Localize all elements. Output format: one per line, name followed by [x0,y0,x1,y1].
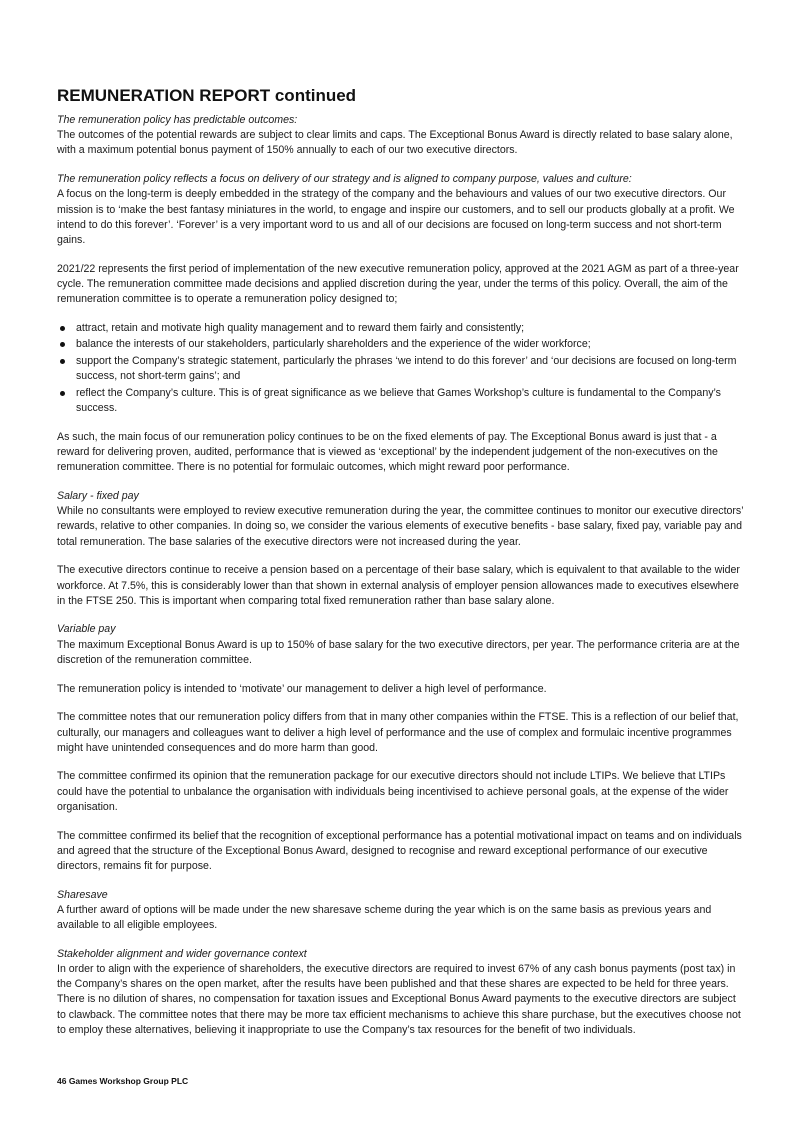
bullet-icon [60,342,65,347]
section-heading: Salary - fixed pay [57,490,139,503]
paragraph: The remuneration policy is intended to ‘motivate’ our management to deliver a high level of performance. [57,682,547,695]
section-variable-pay [57,622,747,874]
bullet-icon [60,359,65,364]
section-strategy-alignment [57,172,747,475]
list-item-text: balance the interests of our stakeholders, particularly shareholders and the experience of the wider workforce; [76,338,591,351]
section-stakeholder-alignment [57,947,747,1038]
section-heading: The remuneration policy reflects a focus on delivery of our strategy and is aligned to company purpose, values and culture: [57,173,632,186]
list-item [57,386,747,416]
paragraph: The executive directors continue to receive a pension based on a percentage of their base salary, which is equivalent to that available to the wider workforce. At 7.5%, this is considerably lower than that shown in external analysis of employer pension allowances made to executives elsewhere in the FTSE 250. This is important when comparing total fixed remuneration rather than base salary alone. [57,564,740,607]
paragraph: The committee confirmed its opinion that the remuneration package for our executive directors should not include LTIPs. We believe that LTIPs could have the potential to unbalance the organisation with individuals being incentivised to achieve personal goals, at the expense of the wider organisation. [57,770,729,813]
bullet-icon [60,391,65,396]
report-body [57,113,747,1051]
bullet-icon [60,326,65,331]
paragraph: As such, the main focus of our remuneration policy continues to be on the fixed elements of pay. The Exceptional Bonus award is just that - a reward for delivering proven, audited, performance that is viewed as ‘exceptional’ by the independent judgement of the non-executives on the remuneration committee. There is no potential for formulaic outcomes, which might reward poor performance. [57,430,718,474]
section-predictable-outcomes [57,113,747,159]
paragraph: A focus on the long-term is deeply embedded in the strategy of the company and the behaviours and values of our two executive directors. Our mission is to ‘make the best fantasy miniatures in the world, to engage and inspire our customers, and to sell our products globally at a profit. We intend to do this forever’. ‘Forever’ is a very important word to us and all of our decisions are focused on long-term success and not short-term gains. [57,188,735,246]
list-item-text: support the Company’s strategic statement, particularly the phrases ‘we intend to do this forever’ and ‘our decisions are focused on long-term success, not short-term gains’; and [76,355,737,383]
section-heading: Stakeholder alignment and wider governance context [57,947,307,960]
section-sharesave [57,888,747,934]
paragraph: A further award of options will be made under the new sharesave scheme during the year which is on the same basis as previous years and available to all eligible employees. [57,903,712,932]
list-item [57,321,747,336]
paragraph: While no consultants were employed to review executive remuneration during the year, the committee continues to monitor our executive directors’ rewards, relative to other companies. In doing so, we consider the various elements of executive benefits - base salary, fixed pay, variable pay and total remuneration. The base salaries of the executive directors were not increased during the year. [57,505,744,548]
section-heading: Sharesave [57,888,108,901]
section-heading: The remuneration policy has predictable outcomes: [57,114,298,126]
page-footer: 46 Games Workshop Group PLC [57,1076,189,1086]
paragraph: The committee notes that our remuneration policy differs from that in many other companies within the FTSE. This is a reflection of our belief that, culturally, our managers and colleagues want to deliver a high level of performance and the use of complex and formulaic incentive programmes might have unintended consequences and do more harm than good. [57,711,739,754]
section-salary-fixed-pay [57,489,747,609]
paragraph: 2021/22 represents the first period of implementation of the new executive remuneration policy, approved at the 2021 AGM as part of a three-year cycle. The remuneration committee made decisions and applied discretion during the year, under the terms of this policy. Overall, the aim of the remuneration committee is to operate a remuneration policy designed to; [57,262,739,306]
page-title: REMUNERATION REPORT continued [57,86,357,105]
list-item-text: attract, retain and motivate high quality management and to reward them fairly and consistently; [76,321,525,334]
section-heading: Variable pay [57,623,116,636]
paragraph: The maximum Exceptional Bonus Award is up to 150% of base salary for the two executive directors, per year. The performance criteria are at the discretion of the remuneration committee. [57,638,740,666]
list-item [57,354,747,384]
list-item-text: reflect the Company’s culture. This is of great significance as we believe that Games Workshop’s culture is fundamental to the Company’s success. [76,387,721,415]
list-item [57,337,747,352]
paragraph: The outcomes of the potential rewards are subject to clear limits and caps. The Exceptional Bonus Award is directly related to base salary alone, with a maximum potential bonus payment of 150% annually to each of our two executive directors. [57,129,733,157]
policy-aims-list [57,321,747,417]
paragraph: The committee confirmed its belief that the recognition of exceptional performance has a potential motivational impact on teams and on individuals and agreed that the structure of the Exceptional Bonus Award, designed to recognise and reward exceptional performance of our executive directors, remains fit for purpose. [57,829,742,872]
paragraph: In order to align with the experience of shareholders, the executive directors are required to invest 67% of any cash bonus payments (post tax) in the Company’s shares on the open market, after the results have been published and that these shares are expected to be held for three years. There is no dilution of shares, no compensation for taxation issues and Exceptional Bonus Award payments to the executive directors are subject to clawback. The committee notes that there may be more tax efficient mechanisms to achieve this share purchase, but the executives choose not to employ these alternatives, believing it inappropriate to use the Company’s tax resources for the benefit of two individuals. [57,962,741,1036]
